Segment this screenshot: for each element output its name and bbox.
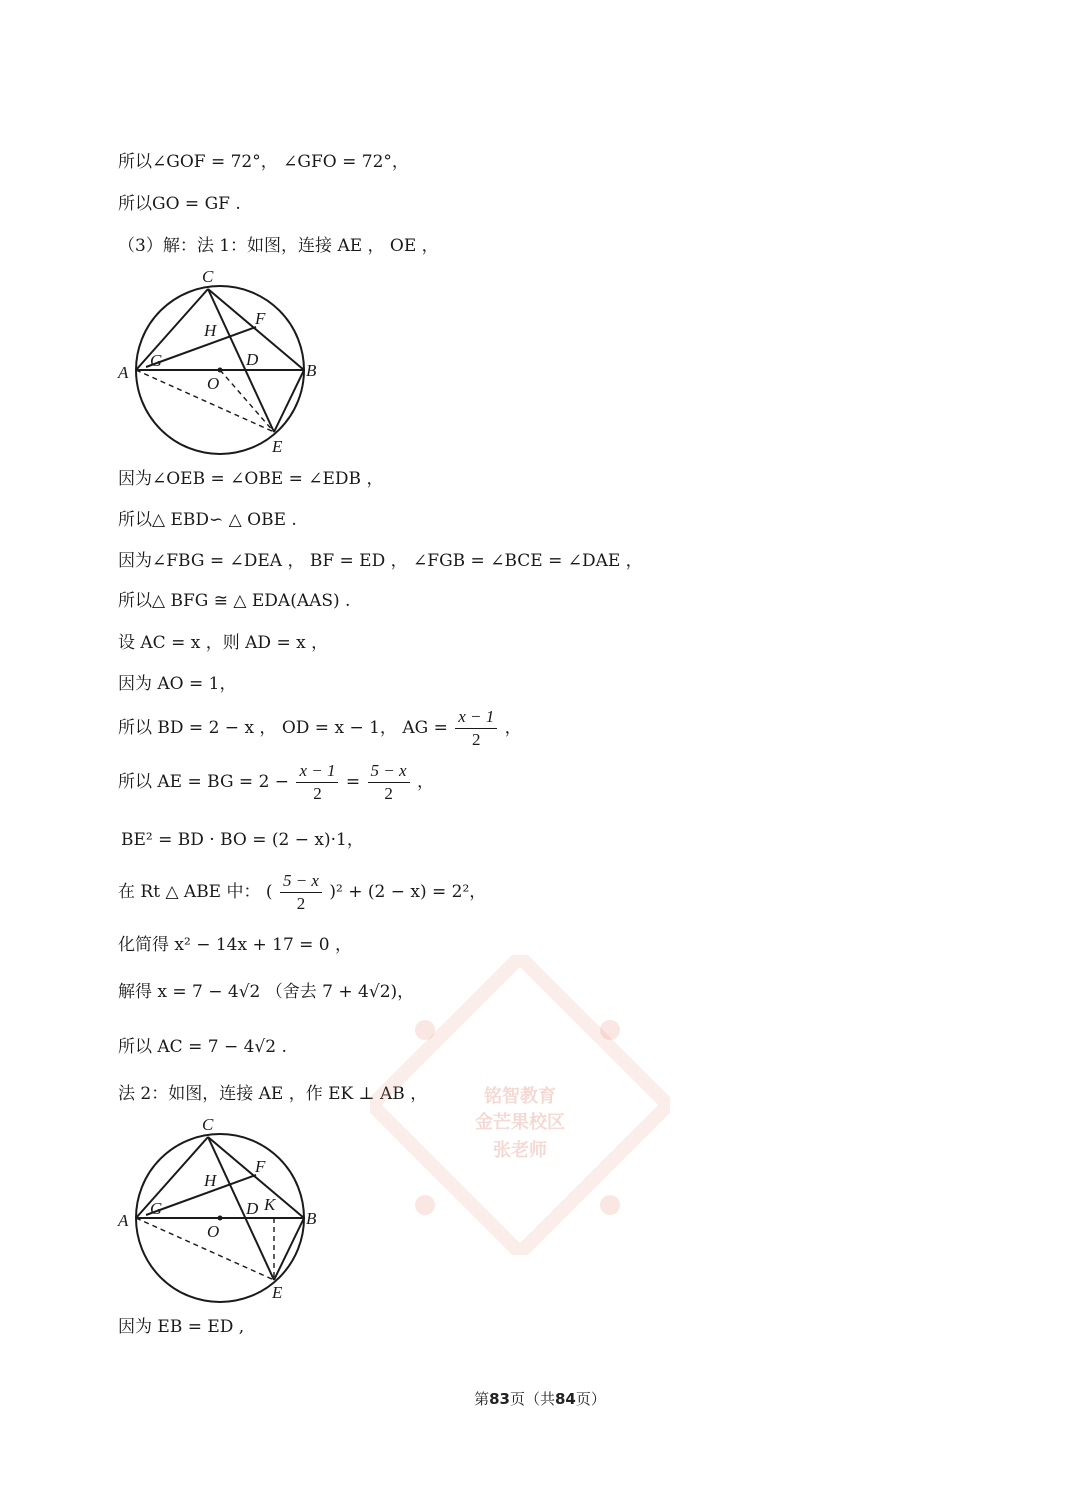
label-a: A xyxy=(118,1211,129,1230)
label-g: G xyxy=(150,1199,163,1218)
label-b: B xyxy=(306,1209,317,1228)
denominator: 2 xyxy=(472,730,481,749)
text-part: ， xyxy=(504,718,522,738)
geometry-figure-2 xyxy=(110,1110,340,1310)
label-d: D xyxy=(246,1199,259,1218)
numerator: x − 1 xyxy=(455,706,497,729)
watermark-text: 张老师 xyxy=(493,1140,547,1161)
label-c: C xyxy=(202,267,214,286)
denominator: 2 xyxy=(313,784,322,803)
label-k: K xyxy=(264,1195,276,1214)
label-b: B xyxy=(306,361,317,380)
text-line-fraction xyxy=(118,870,486,915)
denominator: 2 xyxy=(296,894,306,913)
text-line: 法 2：如图，连接 AE ，作 EK ⊥ AB ， xyxy=(118,1084,428,1104)
label-e: E xyxy=(272,437,283,456)
center-point xyxy=(218,1216,223,1221)
page-footer xyxy=(0,1388,1080,1409)
segment-ae-dashed xyxy=(136,370,274,432)
footer-mid: 页（共 xyxy=(509,1390,555,1408)
fraction xyxy=(296,760,338,805)
segment-gf xyxy=(146,1175,256,1215)
text-line: 所以∠GOF = 72°， ∠GFO = 72°， xyxy=(118,152,409,172)
text-part: 在 Rt △ ABE 中： ( xyxy=(118,882,273,902)
text-line-fraction xyxy=(118,706,522,751)
text-line: BE² = BD · BO = (2 − x)·1， xyxy=(121,830,364,850)
numerator: 5 − x xyxy=(368,760,410,783)
fraction xyxy=(368,760,410,805)
label-o: O xyxy=(207,374,220,393)
watermark-text: 铭智教育 xyxy=(484,1086,556,1107)
label-o: O xyxy=(207,1222,220,1241)
text-part: )² + (2 − x) = 2²， xyxy=(329,882,487,902)
label-a: A xyxy=(118,363,129,382)
segment-oe-dashed xyxy=(220,370,274,432)
center-point xyxy=(218,368,223,373)
text-line: 因为 AO = 1， xyxy=(118,674,237,694)
text-line: 所以GO = GF . xyxy=(118,194,241,214)
footer-suffix: 页） xyxy=(575,1390,606,1408)
label-c: C xyxy=(202,1115,214,1134)
text-line: 解得 x = 7 − 4√2 （舍去 7 + 4√2)， xyxy=(118,982,415,1002)
label-d: D xyxy=(246,350,259,369)
numerator: x − 1 xyxy=(296,760,338,783)
text-line: 因为 EB = ED , xyxy=(118,1317,245,1337)
text-part: = xyxy=(345,772,361,792)
geometry-figure-1 xyxy=(110,262,340,462)
text-line: 因为∠OEB = ∠OBE = ∠EDB ， xyxy=(118,469,384,489)
label-h: H xyxy=(204,321,217,340)
total-pages: 84 xyxy=(555,1390,576,1408)
text-line: 所以 AC = 7 − 4√2 . xyxy=(118,1037,287,1057)
text-line: 化简得 x² − 14x + 17 = 0 ， xyxy=(118,935,353,955)
numerator: 5 − x xyxy=(280,870,322,893)
label-f: F xyxy=(255,1157,266,1176)
denominator: 2 xyxy=(384,784,393,803)
label-h: H xyxy=(204,1171,217,1190)
segment-be xyxy=(274,1218,304,1280)
text-line: 设 AC = x ，则 AD = x ， xyxy=(118,633,329,653)
text-part: 所以 BD = 2 − x ， OD = x − 1， AG = xyxy=(118,718,448,738)
footer-prefix: 第 xyxy=(474,1390,490,1408)
segment-ae-dashed xyxy=(136,1218,274,1280)
text-line-fraction xyxy=(118,760,434,805)
text-line: （3）解：法 1：如图，连接 AE ， OE ， xyxy=(118,236,439,256)
label-e: E xyxy=(272,1283,283,1302)
fraction xyxy=(280,870,322,915)
watermark-text: 金芒果校区 xyxy=(475,1112,565,1133)
text-part: 所以 AE = BG = 2 − xyxy=(118,772,290,792)
label-f: F xyxy=(255,309,266,328)
text-line: 因为∠FBG = ∠DEA ， BF = ED ， ∠FGB = ∠BCE = ∠DAE ， xyxy=(118,551,643,571)
segment-be xyxy=(274,370,304,432)
fraction xyxy=(455,706,497,751)
label-g: G xyxy=(150,351,163,370)
text-line: 所以△ BFG ≅ △ EDA(AAS) . xyxy=(118,591,351,611)
text-line: 所以△ EBD∽ △ OBE . xyxy=(118,510,297,530)
page-number: 83 xyxy=(489,1390,510,1408)
text-part: ， xyxy=(416,772,434,792)
segment-gf xyxy=(146,327,256,367)
